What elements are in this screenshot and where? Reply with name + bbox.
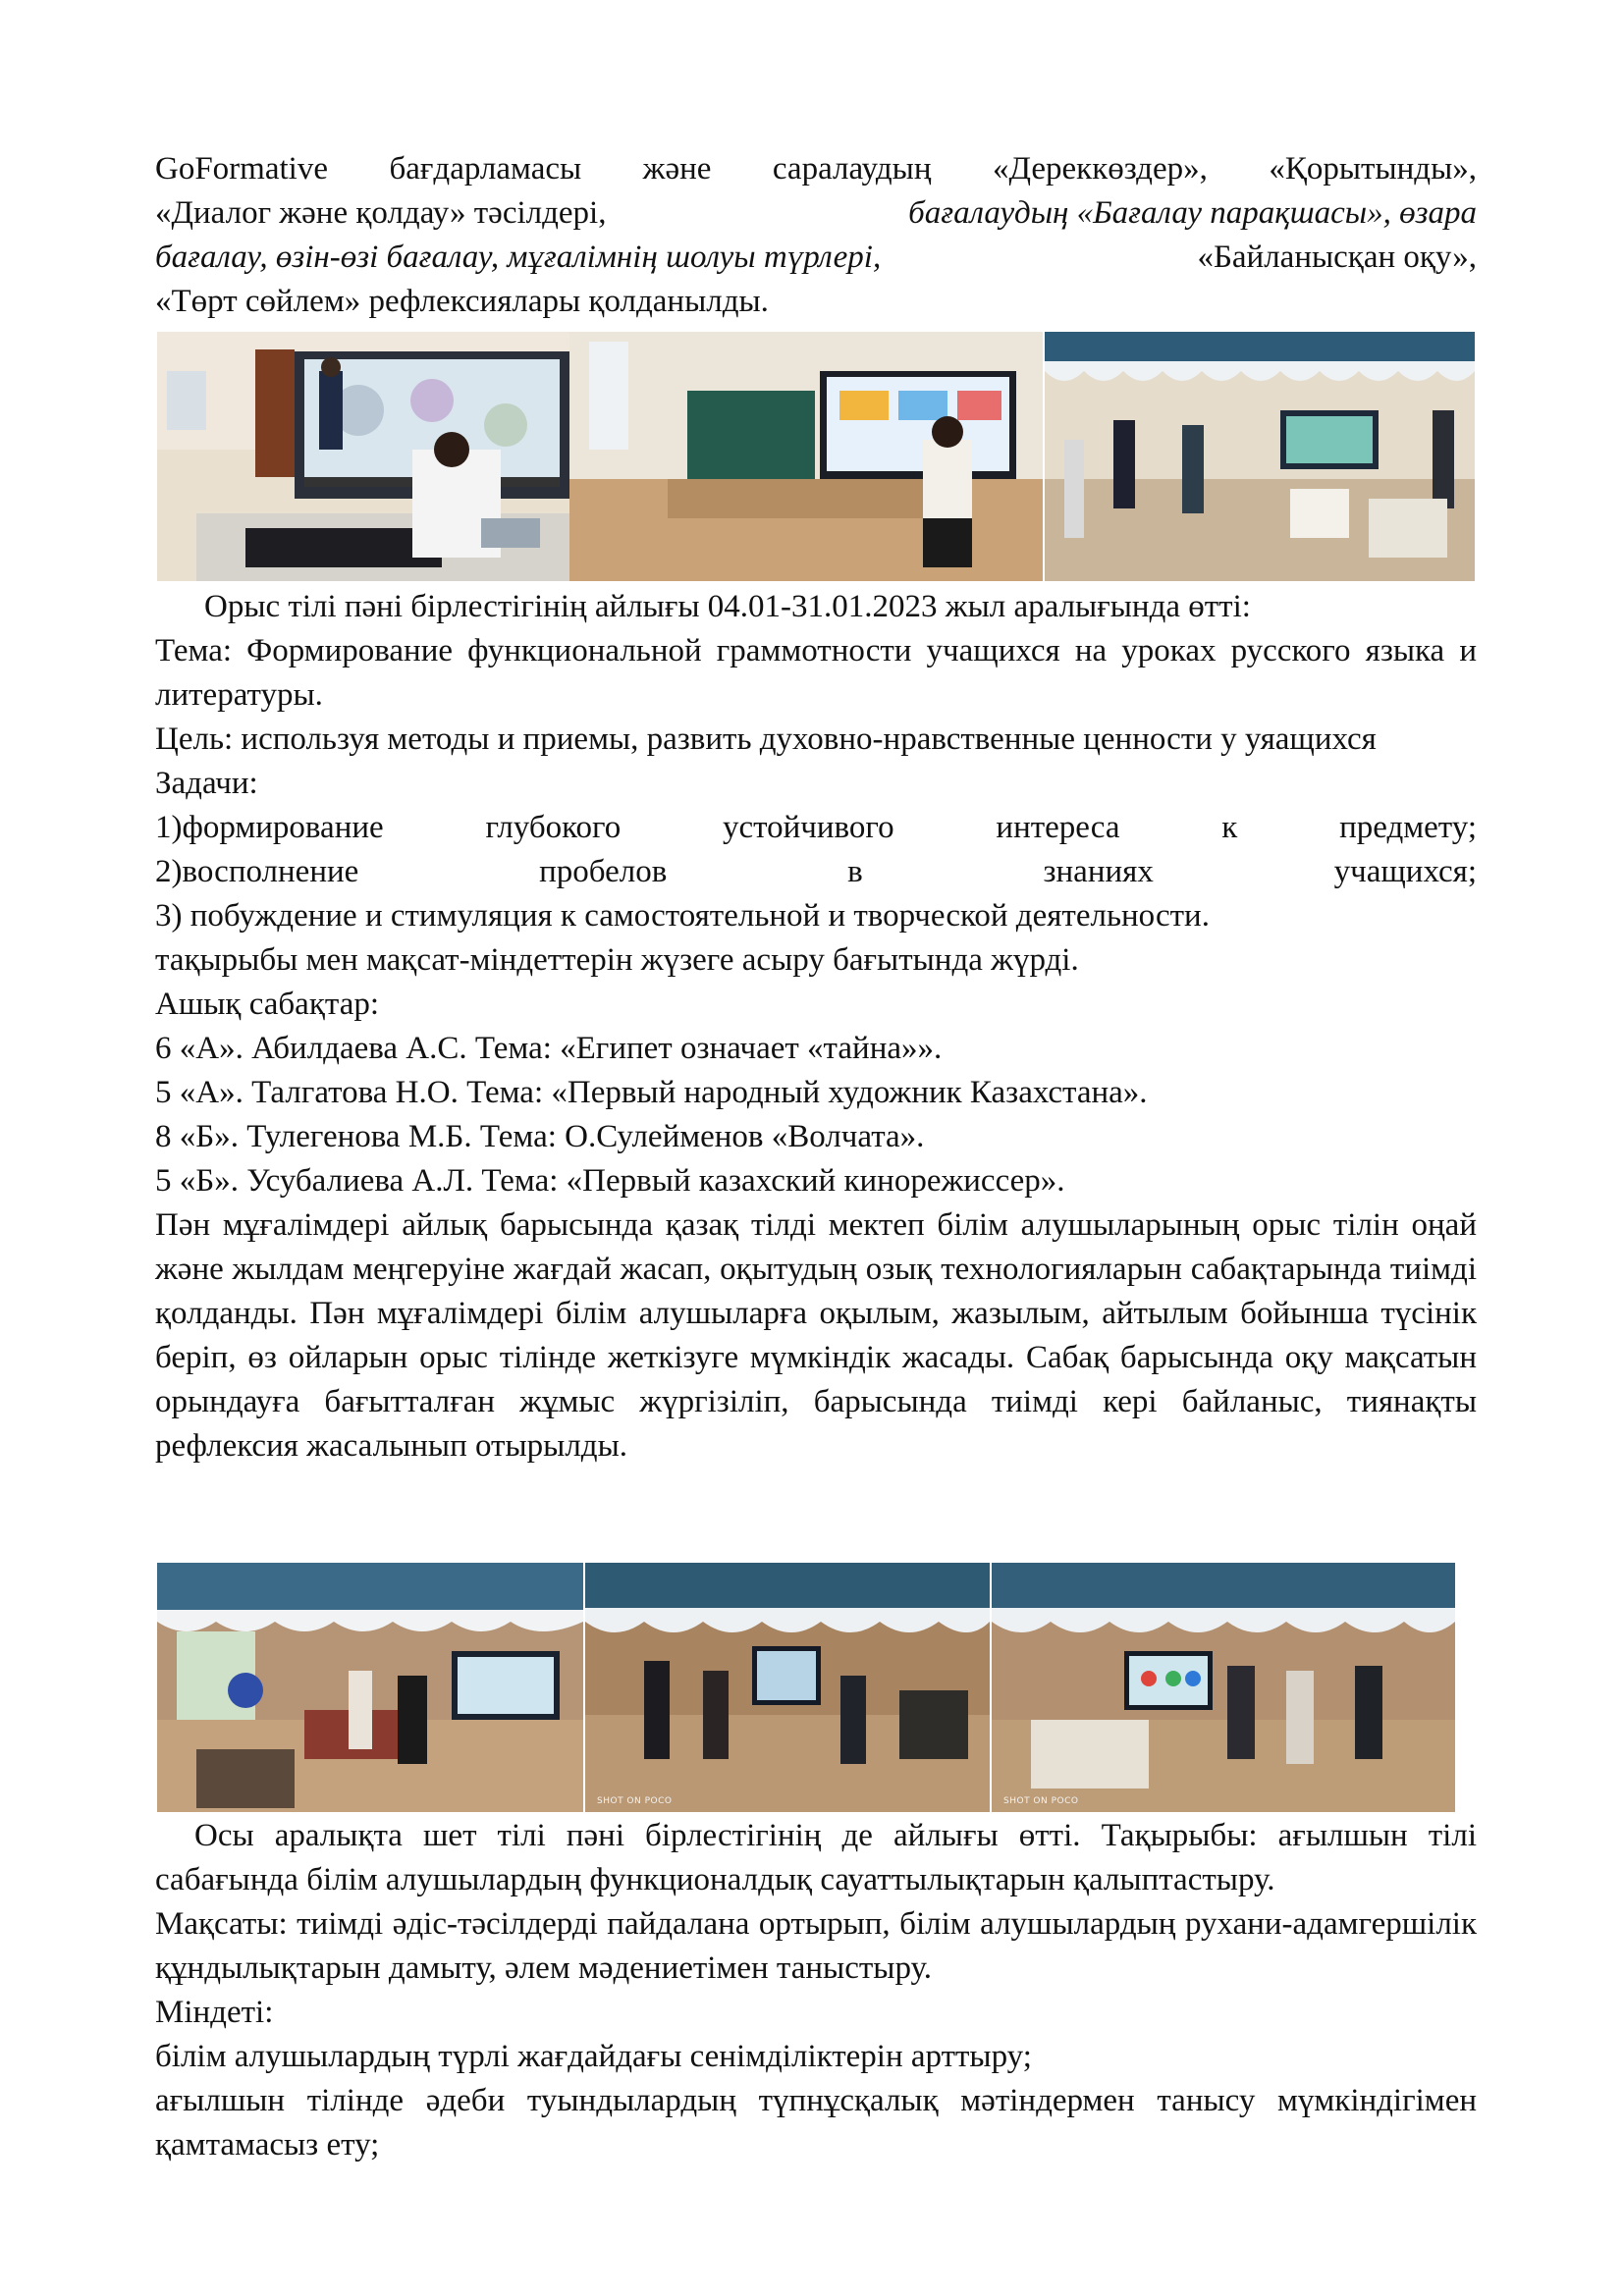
russian-goal: Цель: используя методы и приемы, развить духовно-нравственные ценности у уяащихся — [155, 721, 1377, 757]
russian-after-tasks: тақырыбы мен мақсат-міндеттерін жүзеге асыру бағытында жүрді. — [155, 942, 1079, 978]
intro-line-1: GoFormative бағдарламасы және саралаудың «Дереккөздер», «Қорытынды», — [155, 151, 1477, 187]
intro-line-2b: бағалаудың «Бағалау парақшасы», өзара — [908, 195, 1477, 231]
photo-classroom-robot — [157, 332, 569, 581]
russian-task-2: 2)восполнение пробелов в знаниях учащихся; — [155, 854, 1477, 889]
photo-caption: SHOT ON POCO — [1003, 1796, 1079, 1806]
russian-theme: Тема: Формирование функциональной граммотности учащихся на уроках русского языка и литературы. — [155, 633, 1477, 713]
photo-6-image — [992, 1563, 1455, 1812]
english-goal: Мақсаты: тиімді әдіс-тәсілдерді пайдалана ортырып, білім алушылардың рухани-адамгершілік құндылықтарын дамыту, әлем мәдениетімен таныстыру. — [155, 1906, 1477, 1986]
photo-3-image — [1045, 332, 1475, 581]
russian-tasks-label: Задачи: — [155, 766, 258, 801]
english-tasks-label: Міндеті: — [155, 1995, 274, 2030]
intro-paragraph — [155, 147, 1477, 324]
english-task-1: білім алушылардың түрлі жағдайдағы сенімділіктерін арттыру; — [155, 2039, 1032, 2074]
lesson-item: 5 «Б». Усубалиева А.Л. Тема: «Первый казахский кинорежиссер». — [155, 1163, 1065, 1199]
photo-2-image — [569, 332, 1043, 581]
photo-teachers-screen — [585, 1563, 990, 1812]
intro-line-2 — [155, 191, 1477, 236]
open-lessons-label: Ашық сабақтар: — [155, 987, 380, 1022]
photo-hall-participants — [157, 1563, 583, 1812]
russian-intro: Орыс тілі пәні бірлестігінің айлығы 04.01-31.01.2023 жыл аралығында өтті: — [204, 589, 1251, 624]
intro-line-2a: «Диалог және қолдау» тәсілдері, — [155, 195, 607, 231]
english-section — [155, 1814, 1477, 2167]
intro-line-3a: бағалау, өзін-өзі бағалау, мұғалімнің шолуы түрлері, — [155, 240, 882, 275]
lesson-item: 5 «А». Талгатова Н.О. Тема: «Первый народный художник Казахстана». — [155, 1075, 1148, 1110]
photo-teacher-board — [569, 332, 1043, 581]
intro-line-4: «Төрт сөйлем» рефлексиялары қолданылды. — [155, 284, 769, 319]
english-task-2: ағылшын тілінде әдеби туындылардың түпнұсқалық мәтіндермен танысу мүмкіндігімен қамтамасыз ету; — [155, 2083, 1477, 2163]
intro-line-3 — [155, 236, 1477, 280]
english-intro: Осы аралықта шет тілі пәні бірлестігінің де айлығы өтті. Тақырыбы: ағылшын тілі сабағында білім алушылардың функционалдық сауаттылықтарын қалыптастыру. — [155, 1818, 1477, 1897]
russian-task-1: 1)формирование глубокого устойчивого интереса к предмету; — [155, 810, 1477, 845]
photo-caption: SHOT ON POCO — [597, 1796, 673, 1806]
lesson-item: 6 «А». Абилдаева А.С. Тема: «Египет означает «тайна»». — [155, 1031, 943, 1066]
intro-line-3b: «Байланысқан оқу», — [1197, 240, 1477, 275]
photo-seminar-hall — [1045, 332, 1475, 581]
russian-summary: Пән мұғалімдері айлық барысында қазақ тілді мектеп білім алушыларының орыс тілін оңай және жылдам меңгеруіне жағдай жасап, оқытудың озық технологияларын сабақтарында тиімді қолданды. Пән мұғалімдері білім алушыларға оқылым, жазылым, айтылым бойынша түсінік беріп, өз ойларын орыс тілінде жеткізуге мүмкіндік жасады. Сабақ барысында оқу мақсатын орындауға бағытталған жұмыс жүргізіліп, барысында тиімді кері байланыс, тиянақты рефлексия жасалынып отырылды. — [155, 1207, 1477, 1464]
lesson-item: 8 «Б». Тулегенова М.Б. Тема: О.Сулейменов «Волчата». — [155, 1119, 925, 1154]
photo-1-image — [157, 332, 569, 581]
photo-4-image — [157, 1563, 583, 1812]
russian-section — [155, 585, 1477, 1468]
russian-task-3: 3) побуждение и стимуляция к самостоятельной и творческой деятельности. — [155, 898, 1210, 934]
photo-group-activity — [992, 1563, 1455, 1812]
photo-5-image — [585, 1563, 990, 1812]
